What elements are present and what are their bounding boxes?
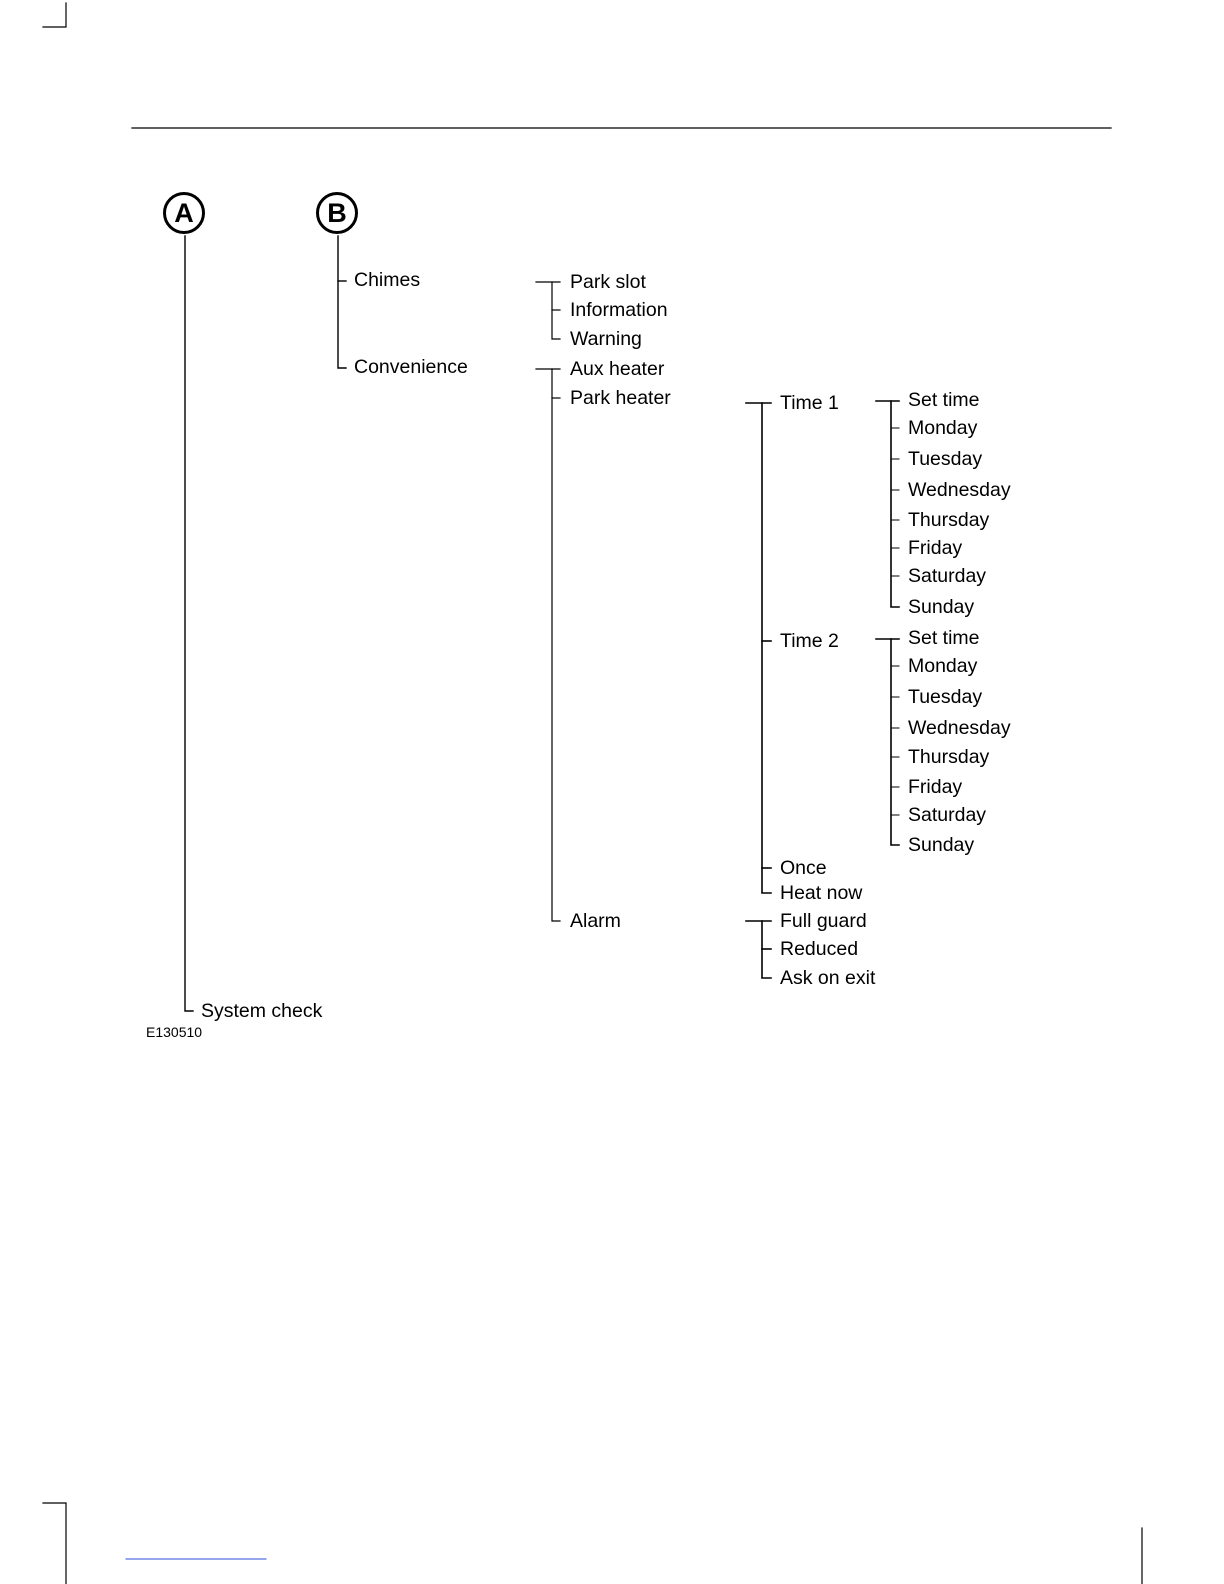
time1-set-time: Set time <box>908 389 980 411</box>
time2-saturday: Saturday <box>908 804 987 826</box>
item-time-2: Time 2 <box>780 630 839 652</box>
time1-tuesday: Tuesday <box>908 448 983 470</box>
item-alarm: Alarm <box>570 910 621 932</box>
item-park-heater: Park heater <box>570 387 671 409</box>
item-full-guard: Full guard <box>780 910 867 932</box>
item-ask-on-exit: Ask on exit <box>780 967 876 989</box>
time2-monday: Monday <box>908 655 978 677</box>
item-reduced: Reduced <box>780 938 859 960</box>
time2-sunday: Sunday <box>908 834 975 856</box>
badge-a: A <box>163 192 205 234</box>
time1-monday: Monday <box>908 417 978 439</box>
item-once: Once <box>780 857 827 879</box>
time1-thursday: Thursday <box>908 509 990 531</box>
time2-wednesday: Wednesday <box>908 717 1011 739</box>
figure-code: E130510 <box>146 1024 203 1040</box>
time1-sunday: Sunday <box>908 596 975 618</box>
time1-friday: Friday <box>908 537 963 559</box>
time1-saturday: Saturday <box>908 565 987 587</box>
badge-b: B <box>316 192 358 234</box>
time2-thursday: Thursday <box>908 746 990 768</box>
item-time-1: Time 1 <box>780 392 839 414</box>
item-park-slot: Park slot <box>570 271 646 293</box>
item-chimes: Chimes <box>354 269 421 291</box>
item-aux-heater: Aux heater <box>570 358 665 380</box>
item-warning: Warning <box>570 328 642 350</box>
item-heat-now: Heat now <box>780 882 863 904</box>
item-information: Information <box>570 299 668 321</box>
item-system-check: System check <box>201 1000 323 1022</box>
time1-wednesday: Wednesday <box>908 479 1011 501</box>
item-convenience: Convenience <box>354 356 468 378</box>
time2-set-time: Set time <box>908 627 980 649</box>
time2-friday: Friday <box>908 776 963 798</box>
time2-tuesday: Tuesday <box>908 686 983 708</box>
